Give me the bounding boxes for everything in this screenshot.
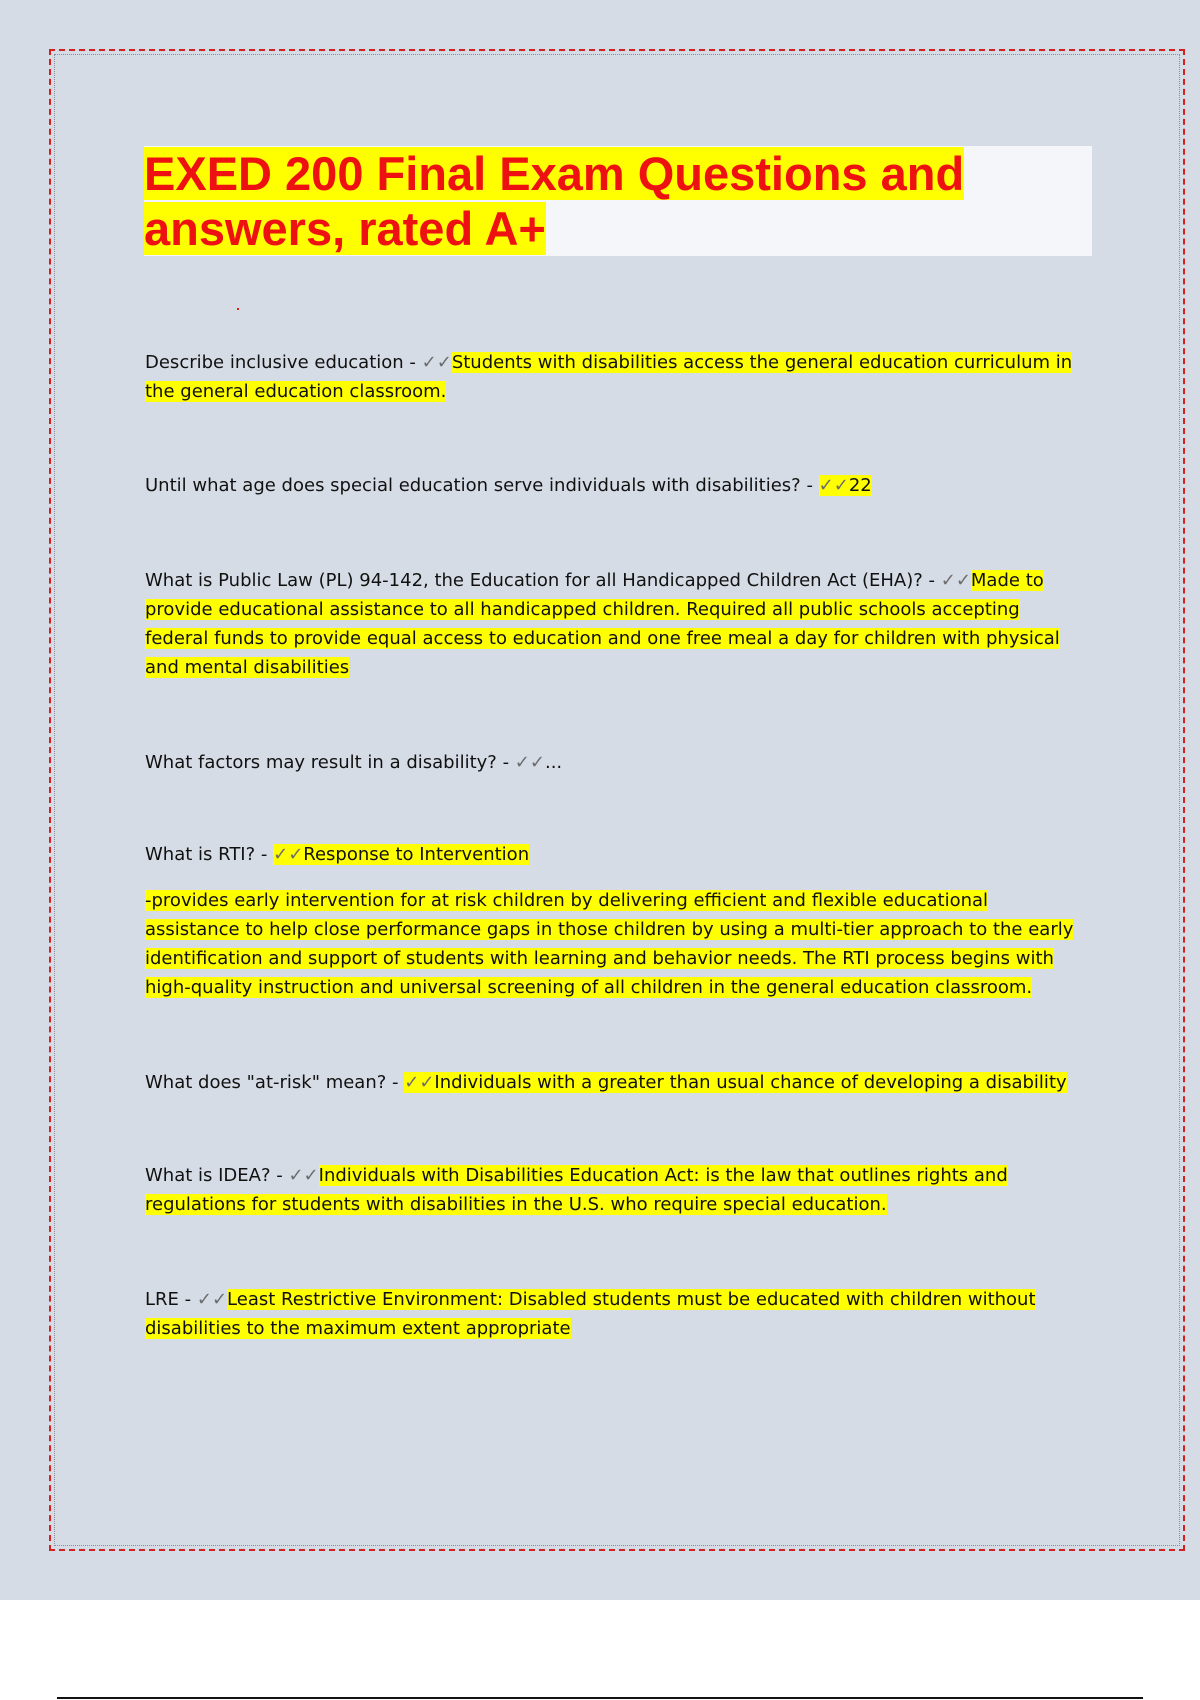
qa-item-at-risk [145,1068,1085,1097]
qa-item-inclusive-education [145,348,1085,406]
double-check-icon: ✓✓ [196,1289,228,1310]
answer-text: Response to Intervention [303,844,530,865]
footer-divider [57,1697,1143,1699]
question-text: LRE - [145,1289,197,1310]
answer-text: ... [544,752,563,773]
question-text: Describe inclusive education - [145,352,422,373]
answer-detail-text: -provides early intervention for at risk children by delivering efficient and flexible educational assistance to help close performance gaps in those children by using a multi-tier approach to the early identification and support of students with learning and behavior needs. The RTI process begins with high-quality instruction and universal screening of all children in the general education classroom. [145,890,1074,998]
answer-text: Least Restrictive Environment: Disabled students must be educated with children without disabilities to the maximum extent appropriate [145,1289,1036,1339]
qa-item-public-law [145,566,1085,682]
question-text: What does "at-risk" mean? - [145,1072,405,1093]
question-text: What is RTI? - [145,844,274,865]
double-check-icon: ✓✓ [818,475,849,496]
qa-item-lre [145,1285,1085,1343]
double-check-icon: ✓✓ [940,570,971,591]
qa-item-age [145,471,1085,500]
question-text: What factors may result in a disability? - [145,752,515,773]
answer-text: 22 [848,475,872,496]
double-check-icon: ✓✓ [273,844,304,865]
qa-item-rti [145,840,1085,869]
qa-item-factors [145,748,1085,777]
qa-item-idea [145,1161,1085,1219]
document-title-text: EXED 200 Final Exam Questions and answers, rated A+ [144,147,965,255]
answer-text: Individuals with Disabilities Education Act: is the law that outlines rights and regulations for students with disabilities in the U.S. who require special education. [145,1165,1008,1215]
stray-dot [237,308,239,310]
qa-item-rti-detail [145,886,1085,1002]
double-check-icon: ✓✓ [421,352,452,373]
answer-text: Students with disabilities access the general education curriculum in the general education classroom. [145,352,1073,402]
question-text: Until what age does special education serve individuals with disabilities? - [145,475,819,496]
answer-text: Made to provide educational assistance to all handicapped children. Required all public schools accepting federal funds to provide equal access to education and one free meal a day for children with physical and mental disabilities [145,570,1060,678]
question-text: What is Public Law (PL) 94-142, the Education for all Handicapped Children Act (EHA)? - [145,570,941,591]
double-check-icon: ✓✓ [404,1072,435,1093]
double-check-icon: ✓✓ [514,752,545,773]
answer-text: Individuals with a greater than usual chance of developing a disability [434,1072,1067,1093]
question-text: What is IDEA? - [145,1165,289,1186]
document-title [144,146,1092,256]
double-check-icon: ✓✓ [288,1165,319,1186]
